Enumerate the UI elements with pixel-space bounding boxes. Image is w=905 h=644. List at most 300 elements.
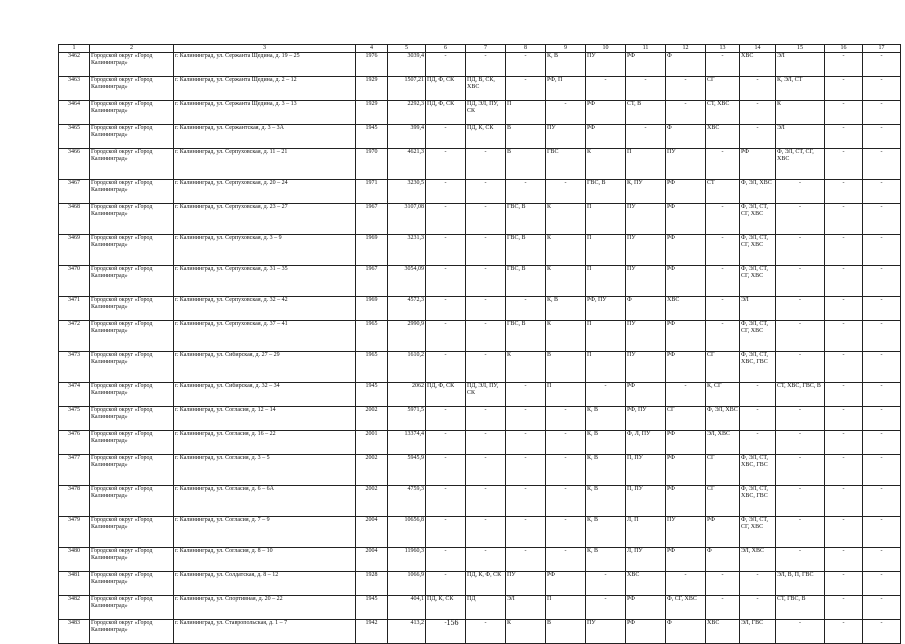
table-cell: - — [546, 101, 586, 125]
column-header-8: 8 — [506, 45, 546, 53]
table-cell: Городской округ «Город Калининград» — [90, 77, 174, 101]
table-cell: Городской округ «Город Калининград» — [90, 383, 174, 407]
table-cell: - — [740, 596, 776, 620]
table-cell: г. Калининград, ул. Согласия, д. 8 – 10 — [174, 548, 356, 572]
table-cell: П — [586, 352, 626, 383]
table-cell: г. Калининград, ул. Сержанта Щедина, д. 19 – 25 — [174, 53, 356, 77]
table-cell: - — [426, 548, 466, 572]
table-cell: - — [426, 149, 466, 180]
table-cell: 5945,9 — [388, 455, 426, 486]
table-cell: П — [586, 204, 626, 235]
table-cell: П, ПУ — [626, 486, 666, 517]
table-cell: - — [546, 180, 586, 204]
table-cell: 3465 — [59, 125, 90, 149]
table-cell: - — [426, 125, 466, 149]
table-cell: - — [546, 548, 586, 572]
table-cell: Ф — [706, 548, 740, 572]
table-cell: ЭЛ — [740, 297, 776, 321]
table-cell: РФ — [666, 455, 706, 486]
table-cell: 4759,3 — [388, 486, 426, 517]
table-cell: - — [863, 407, 901, 431]
table-cell: - — [863, 431, 901, 455]
table-cell: ПУ — [626, 266, 666, 297]
table-cell: - — [466, 352, 506, 383]
table-row — [59, 407, 901, 431]
table-cell: - — [825, 149, 863, 180]
table-cell: 1969 — [356, 235, 388, 266]
table-cell: - — [863, 548, 901, 572]
table-row — [59, 352, 901, 383]
table-cell: ХВС — [706, 620, 740, 644]
table-cell: 399,4 — [388, 125, 426, 149]
table-cell: ХВС — [740, 53, 776, 77]
table-cell: - — [466, 431, 506, 455]
table-cell: ГВС, В — [506, 321, 546, 352]
column-header-11: 11 — [626, 45, 666, 53]
table-cell: - — [863, 620, 901, 644]
table-cell: Ф — [666, 620, 706, 644]
table-cell: ХВС — [626, 572, 666, 596]
table-cell: - — [426, 266, 466, 297]
table-cell: РФ — [666, 321, 706, 352]
table-cell: г. Калининград, ул. Сержанта Щедина, д. 3 – 13 — [174, 101, 356, 125]
column-header-7: 7 — [466, 45, 506, 53]
table-cell: - — [666, 101, 706, 125]
table-cell: Городской округ «Город Калининград» — [90, 101, 174, 125]
table-cell: К — [546, 204, 586, 235]
table-cell: - — [466, 53, 506, 77]
table-cell: - — [426, 407, 466, 431]
table-cell: - — [825, 180, 863, 204]
table-cell: - — [863, 235, 901, 266]
table-cell: 2990,9 — [388, 321, 426, 352]
column-header-6: 6 — [426, 45, 466, 53]
column-header-17: 17 — [863, 45, 901, 53]
table-cell: 3476 — [59, 431, 90, 455]
table-cell: 1965 — [356, 321, 388, 352]
table-cell: 3462 — [59, 53, 90, 77]
table-cell: К — [506, 620, 546, 644]
table-cell: Ф, ЭЛ, СТ, СГ, ХВС — [740, 321, 776, 352]
table-cell: Ф — [626, 297, 666, 321]
table-cell: К — [546, 266, 586, 297]
table-cell: г. Калининград, ул. Сибирская, д. 32 – 34 — [174, 383, 356, 407]
table-cell: - — [506, 548, 546, 572]
table-cell: - — [706, 321, 740, 352]
table-row — [59, 572, 901, 596]
table-cell: - — [426, 455, 466, 486]
table-cell: - — [426, 53, 466, 77]
table-cell: 10656,8 — [388, 517, 426, 548]
table-cell: - — [776, 297, 825, 321]
table-cell: 3481 — [59, 572, 90, 596]
table-cell: РФ — [626, 596, 666, 620]
table-row — [59, 204, 901, 235]
table-cell: ПД, ЭЛ, ПУ, СК — [466, 101, 506, 125]
table-cell: 2002 — [356, 407, 388, 431]
table-cell: - — [666, 383, 706, 407]
table-cell: 2004 — [356, 517, 388, 548]
table-row — [59, 455, 901, 486]
table-cell: 11960,3 — [388, 548, 426, 572]
table-cell: - — [466, 235, 506, 266]
table-cell: - — [706, 235, 740, 266]
table-row — [59, 77, 901, 101]
table-cell: Ф, ЭЛ, СТ, ХВС, ГВС — [740, 455, 776, 486]
table-cell: Ф, ЭЛ, СТ, СГ, ХВС — [740, 235, 776, 266]
table-cell: - — [863, 204, 901, 235]
table-cell: 3482 — [59, 596, 90, 620]
table-cell: - — [740, 572, 776, 596]
table-cell: 3231,3 — [388, 235, 426, 266]
table-cell: г. Калининград, ул. Согласия, д. 6 – 6А — [174, 486, 356, 517]
table-cell: К — [586, 149, 626, 180]
table-cell: П — [546, 596, 586, 620]
table-cell: - — [863, 455, 901, 486]
table-cell: Городской округ «Город Калининград» — [90, 204, 174, 235]
table-cell: - — [776, 352, 825, 383]
table-cell: - — [776, 407, 825, 431]
table-cell: - — [466, 486, 506, 517]
table-cell: ПД, К, Ф, СК — [466, 572, 506, 596]
table-row — [59, 266, 901, 297]
table-row — [59, 101, 901, 125]
table-cell: г. Калининград, ул. Серпуховская, д. 11 – 21 — [174, 149, 356, 180]
table-cell: - — [825, 572, 863, 596]
table-cell: - — [506, 383, 546, 407]
table-cell: - — [546, 407, 586, 431]
table-cell: РФ — [626, 53, 666, 77]
table-cell: - — [706, 266, 740, 297]
table-cell: 1066,9 — [388, 572, 426, 596]
table-cell: - — [426, 486, 466, 517]
table-row — [59, 383, 901, 407]
table-cell: - — [546, 517, 586, 548]
table-cell: 1610,2 — [388, 352, 426, 383]
table-cell: Городской округ «Город Калининград» — [90, 431, 174, 455]
table-cell: г. Калининград, ул. Серпуховская, д. 31 – 35 — [174, 266, 356, 297]
table-cell: ЭЛ, В, П, ГВС — [776, 572, 825, 596]
table-cell: - — [426, 297, 466, 321]
column-header-1: 1 — [59, 45, 90, 53]
table-cell: ПУ — [666, 149, 706, 180]
table-cell: - — [586, 572, 626, 596]
header-row — [59, 45, 901, 53]
table-cell: РФ — [706, 517, 740, 548]
table-cell: П — [546, 383, 586, 407]
table-cell: РФ, П — [546, 77, 586, 101]
table-cell: ПД — [466, 596, 506, 620]
table-row — [59, 53, 901, 77]
table-cell: - — [586, 77, 626, 101]
table-cell: 3479 — [59, 517, 90, 548]
table-cell: 3473 — [59, 352, 90, 383]
table-cell: РФ — [666, 204, 706, 235]
table-cell: - — [586, 383, 626, 407]
table-cell: К, В — [586, 455, 626, 486]
table-cell: 1969 — [356, 297, 388, 321]
table-cell: - — [825, 101, 863, 125]
table-cell: - — [825, 204, 863, 235]
table-cell: - — [776, 321, 825, 352]
table-cell: К — [546, 235, 586, 266]
table-cell: Городской округ «Город Калининград» — [90, 297, 174, 321]
table-cell: 3467 — [59, 180, 90, 204]
table-cell: Городской округ «Город Калининград» — [90, 235, 174, 266]
table-cell: - — [506, 431, 546, 455]
table-cell: Городской округ «Город Калининград» — [90, 407, 174, 431]
table-cell: Ф, ЭЛ, ХВС — [706, 407, 740, 431]
table-cell: РФ — [666, 235, 706, 266]
table-cell: 3480 — [59, 548, 90, 572]
table-cell: В — [546, 620, 586, 644]
table-cell: г. Калининград, ул. Сержанта Щедина, д. 2 – 12 — [174, 77, 356, 101]
table-cell: ПД, В, СК, ХВС — [466, 77, 506, 101]
table-row — [59, 431, 901, 455]
table-cell: Городской округ «Город Калининград» — [90, 266, 174, 297]
table-cell: 3477 — [59, 455, 90, 486]
table-cell: - — [776, 548, 825, 572]
column-header-5: 5 — [388, 45, 426, 53]
table-cell: - — [706, 572, 740, 596]
table-cell: РФ — [586, 125, 626, 149]
table-cell: Ф, ЭЛ, СТ, СГ, ХВС — [740, 266, 776, 297]
table-cell: Ф, СГ, ХВС — [666, 596, 706, 620]
table-cell: - — [825, 266, 863, 297]
table-cell: РФ — [666, 548, 706, 572]
table-row — [59, 548, 901, 572]
table-cell: СГ — [706, 486, 740, 517]
table-cell: - — [506, 455, 546, 486]
table-cell: - — [863, 352, 901, 383]
table-cell: Городской округ «Город Калининград» — [90, 517, 174, 548]
table-cell: - — [825, 620, 863, 644]
table-cell: - — [776, 431, 825, 455]
table-cell: РФ, ПУ — [586, 297, 626, 321]
table-cell: 2002 — [356, 486, 388, 517]
column-header-10: 10 — [586, 45, 626, 53]
table-cell: - — [426, 431, 466, 455]
table-cell: ЭЛ — [776, 125, 825, 149]
table-cell: - — [776, 235, 825, 266]
table-cell: Городской округ «Город Калининград» — [90, 548, 174, 572]
table-cell: - — [825, 352, 863, 383]
table-cell: 3470 — [59, 266, 90, 297]
table-cell: - — [666, 77, 706, 101]
table-cell: СГ — [706, 455, 740, 486]
table-cell: ПД, К, СК — [466, 125, 506, 149]
register-table — [58, 44, 901, 644]
table-cell: ПУ — [626, 352, 666, 383]
table-cell: - — [706, 297, 740, 321]
table-cell: - — [825, 517, 863, 548]
column-header-3: 3 — [174, 45, 356, 53]
table-cell: - — [706, 53, 740, 77]
table-cell: 3463 — [59, 77, 90, 101]
table-cell: 3471 — [59, 297, 90, 321]
column-header-13: 13 — [706, 45, 740, 53]
table-cell: РФ — [666, 266, 706, 297]
table-cell: 3468 — [59, 204, 90, 235]
table-cell: К, В — [546, 297, 586, 321]
table-cell: ПД, ЭЛ, ПУ, СК — [466, 383, 506, 407]
table-cell: П — [586, 321, 626, 352]
table-cell: - — [863, 596, 901, 620]
table-cell: г. Калининград, ул. Серпуховская, д. 37 – 41 — [174, 321, 356, 352]
table-cell: ХВС — [666, 297, 706, 321]
table-cell: г. Калининград, ул. Солдатская, д. 8 – 12 — [174, 572, 356, 596]
page-number: 156 — [446, 618, 459, 627]
table-cell: Городской округ «Город Калининград» — [90, 180, 174, 204]
table-cell: - — [546, 431, 586, 455]
table-cell: 13374,4 — [388, 431, 426, 455]
table-cell: - — [776, 455, 825, 486]
table-cell: 2004 — [356, 548, 388, 572]
table-cell: - — [740, 383, 776, 407]
table-cell: РФ — [666, 431, 706, 455]
table-cell: Городской округ «Город Калининград» — [90, 486, 174, 517]
table-cell: - — [825, 321, 863, 352]
table-cell: - — [706, 204, 740, 235]
table-cell: ГВС — [546, 149, 586, 180]
table-cell: ПД, Ф, СК — [426, 101, 466, 125]
column-header-12: 12 — [666, 45, 706, 53]
table-cell: 4572,3 — [388, 297, 426, 321]
table-cell: ПУ — [626, 235, 666, 266]
table-cell: 3478 — [59, 486, 90, 517]
table-cell: СТ, В — [626, 101, 666, 125]
table-cell: ПУ — [586, 620, 626, 644]
table-cell: - — [506, 486, 546, 517]
table-cell: - — [863, 266, 901, 297]
table-cell: - — [863, 180, 901, 204]
table-cell: ГВС, В — [506, 266, 546, 297]
table-cell: - — [776, 517, 825, 548]
table-cell: Ф, ЭЛ, СТ, СГ, ХВС — [740, 517, 776, 548]
table-cell: ЭЛ — [506, 596, 546, 620]
table-cell: 5971,5 — [388, 407, 426, 431]
table-cell: - — [825, 53, 863, 77]
table-cell: Ф, ЭЛ, ХВС — [740, 180, 776, 204]
table-cell: 1967 — [356, 204, 388, 235]
table-cell: - — [426, 572, 466, 596]
table-cell: 1942 — [356, 620, 388, 644]
table-cell: Городской округ «Город Калининград» — [90, 572, 174, 596]
table-cell: Ф, ЭЛ, СТ, СГ, ХВС — [740, 204, 776, 235]
table-cell: Городской округ «Город Калининград» — [90, 149, 174, 180]
table-cell: г. Калининград, ул. Спортивная, д. 20 – 22 — [174, 596, 356, 620]
table-cell: СГ — [666, 407, 706, 431]
table-cell: - — [863, 77, 901, 101]
table-row — [59, 596, 901, 620]
table-cell: - — [426, 352, 466, 383]
table-cell: ЭЛ — [776, 53, 825, 77]
table-cell: - — [825, 77, 863, 101]
table-cell: - — [506, 77, 546, 101]
table-cell: 1976 — [356, 53, 388, 77]
table-cell: - — [426, 235, 466, 266]
table-cell: Городской округ «Город Калининград» — [90, 352, 174, 383]
table-cell: - — [506, 53, 546, 77]
table-cell: - — [825, 125, 863, 149]
column-header-15: 15 — [776, 45, 825, 53]
table-cell: - — [776, 180, 825, 204]
table-cell: - — [825, 297, 863, 321]
table-cell: РФ — [626, 620, 666, 644]
table-cell: ПД, Ф, СК — [426, 383, 466, 407]
table-cell: РФ — [586, 101, 626, 125]
table-cell: Городской округ «Город Калининград» — [90, 455, 174, 486]
column-header-14: 14 — [740, 45, 776, 53]
table-cell: К, В — [586, 486, 626, 517]
column-header-4: 4 — [356, 45, 388, 53]
table-cell: ПД, К, СК — [426, 596, 466, 620]
table-cell: К, В — [586, 517, 626, 548]
table-cell: - — [706, 596, 740, 620]
table-cell: - — [776, 266, 825, 297]
table-cell: 3483 — [59, 620, 90, 644]
table-cell: П — [626, 149, 666, 180]
table-cell: - — [506, 407, 546, 431]
table-cell: 3230,5 — [388, 180, 426, 204]
table-cell: - — [466, 620, 506, 644]
table-cell: - — [546, 486, 586, 517]
table-cell: 2062 — [388, 383, 426, 407]
table-cell: - — [666, 572, 706, 596]
table-cell: Ф, Л, ПУ — [626, 431, 666, 455]
table-cell: К — [506, 352, 546, 383]
table-cell: РФ — [546, 572, 586, 596]
table-cell: - — [626, 125, 666, 149]
table-row — [59, 149, 901, 180]
table-cell: К, ПУ — [626, 180, 666, 204]
table-cell: РФ — [626, 383, 666, 407]
table-cell: Ф — [666, 53, 706, 77]
column-header-9: 9 — [546, 45, 586, 53]
table-cell: РФ — [666, 180, 706, 204]
table-cell: - — [426, 204, 466, 235]
table-cell: РФ — [740, 149, 776, 180]
table-cell: П — [586, 266, 626, 297]
table-cell: К, ЭЛ, СТ — [776, 77, 825, 101]
table-cell: г. Калининград, ул. Согласия, д. 3 – 5 — [174, 455, 356, 486]
table-cell: ЭЛ, ХВС — [740, 548, 776, 572]
table-cell: - — [740, 77, 776, 101]
table-cell: ПУ — [506, 572, 546, 596]
table-cell: Ф — [666, 125, 706, 149]
table-cell: г. Калининград, ул. Серпуховская, д. 32 – 42 — [174, 297, 356, 321]
table-cell: 3475 — [59, 407, 90, 431]
table-cell: Городской округ «Город Калининград» — [90, 53, 174, 77]
column-header-16: 16 — [825, 45, 863, 53]
table-cell: ХВС — [706, 125, 740, 149]
table-cell: - — [466, 407, 506, 431]
table-row — [59, 297, 901, 321]
table-cell: СГ — [706, 352, 740, 383]
table-cell: - — [426, 321, 466, 352]
table-cell: 1970 — [356, 149, 388, 180]
table-cell: 3469 — [59, 235, 90, 266]
table-cell: СТ, ХВС, ГВС, В — [776, 383, 825, 407]
table-cell: СТ, ХВС — [706, 101, 740, 125]
table-cell: - — [506, 517, 546, 548]
table-cell: Ф, ЭЛ, СТ, ХВС, ГВС — [740, 486, 776, 517]
table-cell: Ф, ЭЛ, СТ, СГ, ХВС — [776, 149, 825, 180]
table-cell: - — [506, 297, 546, 321]
table-cell: - — [466, 321, 506, 352]
table-cell: - — [825, 486, 863, 517]
table-cell: К, В — [586, 548, 626, 572]
